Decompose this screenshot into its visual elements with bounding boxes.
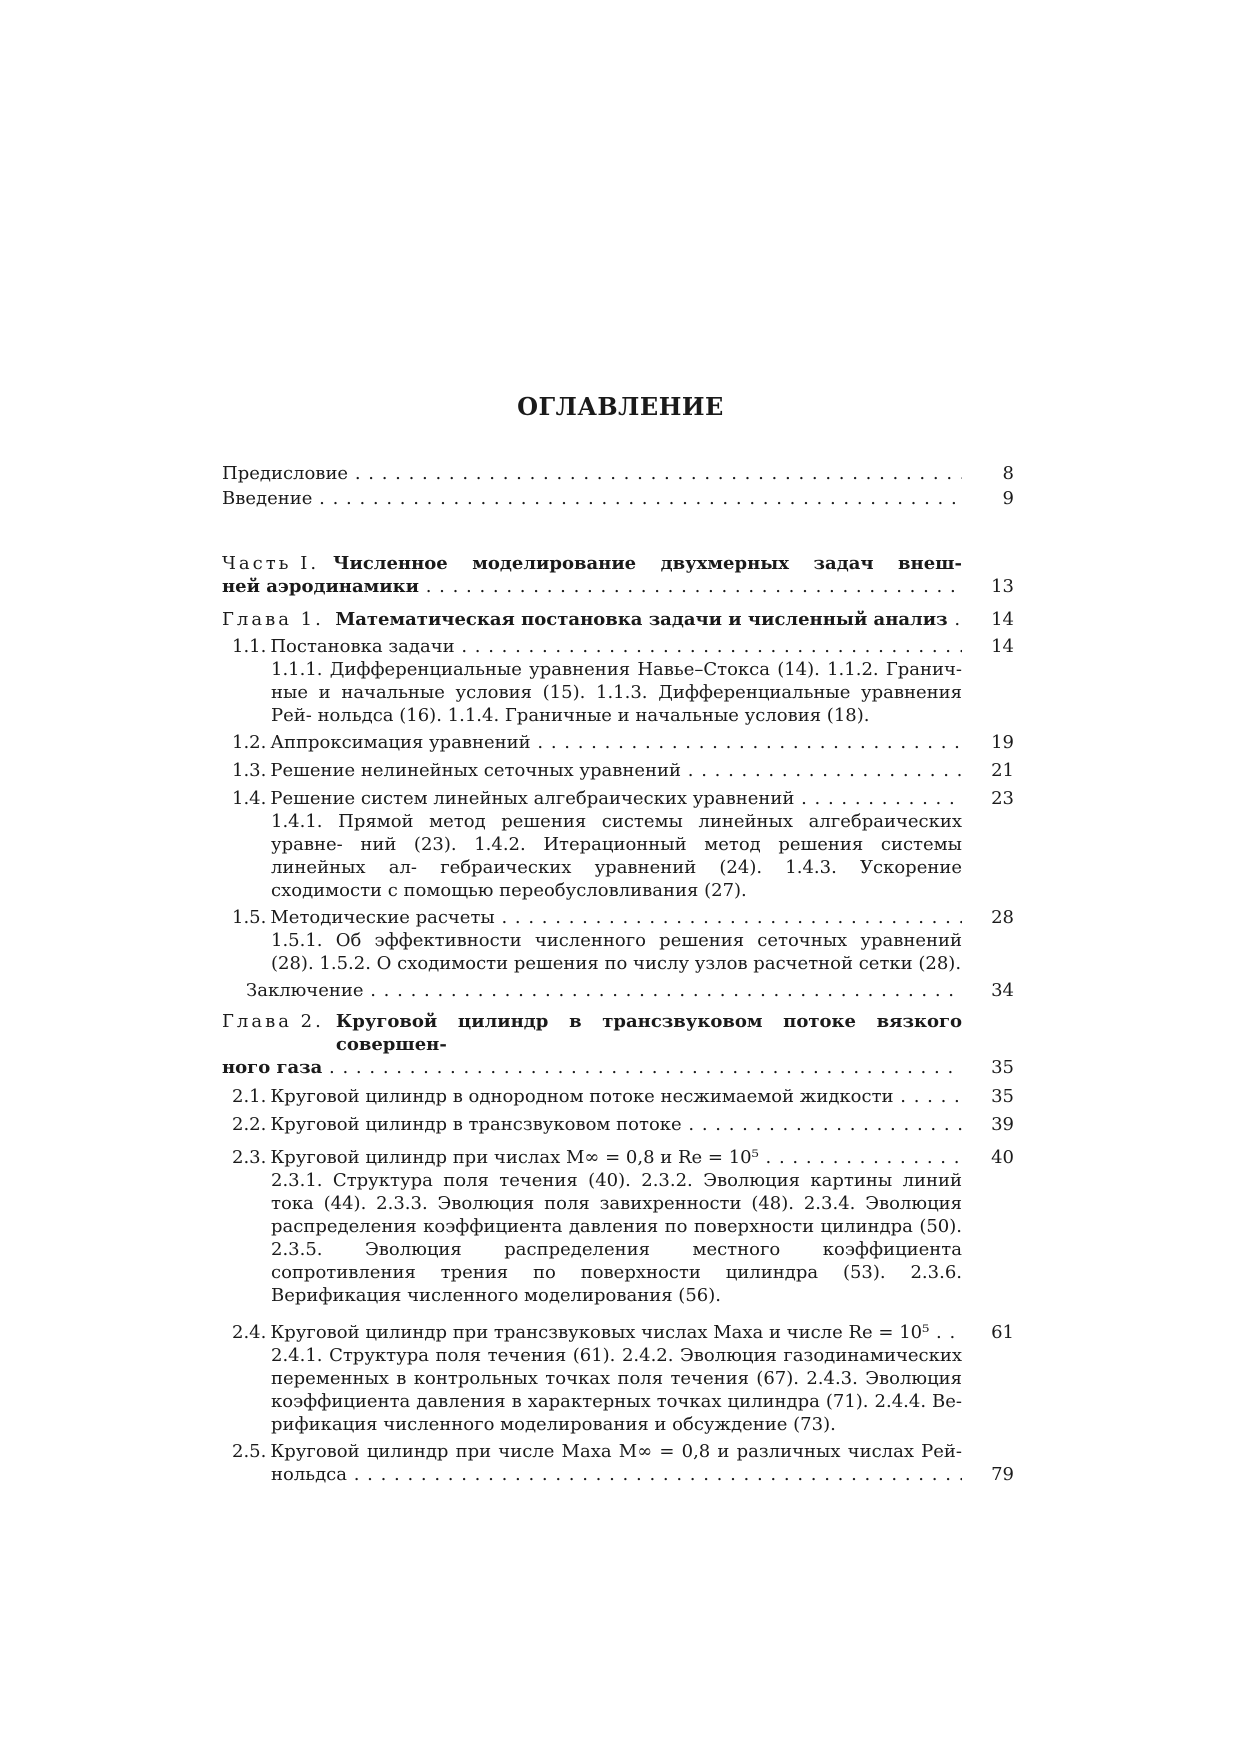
section-label-line1: Круговой цилиндр при числе Маха M∞ = 0,8 и различных числах Рей- (270, 1441, 962, 1462)
toc-page: 14 (991, 609, 1014, 630)
chapter-title: Математическая постановка задачи и численный анализ (335, 609, 948, 630)
toc-entry-preface[interactable] (222, 460, 1014, 485)
toc-page: 35 (991, 1086, 1014, 1107)
toc-section-2-4[interactable] (222, 1321, 1014, 1436)
section-label: Аппроксимация уравнений . . . (270, 731, 962, 754)
section-label: Круговой цилиндр в однородном потоке несжимаемой жидкости . . . (270, 1085, 962, 1108)
section-number: 1.5. (232, 907, 267, 928)
toc-section-1-5[interactable] (222, 906, 1014, 975)
toc-section-1-1[interactable] (222, 635, 1014, 727)
section-number: 2.3. (232, 1147, 267, 1168)
toc-entry-conclusion[interactable] (246, 979, 1014, 1002)
toc-section-2-2[interactable] (232, 1113, 1014, 1136)
section-label: Решение систем линейных алгебраических уравнений . . . (270, 787, 962, 810)
chapter-title-line2: ного газа (222, 1057, 323, 1078)
toc-section-2-5[interactable] (222, 1440, 1014, 1486)
toc-section-1-3[interactable] (232, 759, 1014, 782)
toc-chapter-1[interactable] (222, 608, 1014, 631)
toc-label: Введение . . . (222, 487, 962, 510)
toc-chapter-2[interactable] (222, 1010, 1014, 1079)
toc-section-2-3[interactable] (222, 1146, 1014, 1307)
chapter-title-line1: Круговой цилиндр в трансзвуковом потоке вязкого совершен- (335, 1011, 962, 1055)
table-of-contents (222, 460, 1014, 1486)
section-number: 1.1. (232, 636, 267, 657)
section-label: Круговой цилиндр при числах M∞ = 0,8 и Re = 10⁵ . . . (270, 1146, 962, 1169)
section-label-line2: нольдса . . . (271, 1463, 962, 1486)
toc-page: 21 (991, 760, 1014, 781)
toc-page: 13 (991, 576, 1014, 597)
toc-page: 40 (991, 1147, 1014, 1168)
section-label: Круговой цилиндр при трансзвуковых числах Маха и числе Re = 10⁵ . . . (270, 1321, 962, 1344)
toc-entry-introduction[interactable] (222, 485, 1014, 510)
section-number: 1.4. (232, 788, 267, 809)
part-title-line2: ней аэродинамики (222, 576, 419, 597)
subsection-list: 1.1.1. Дифференциальные уравнения Навье–Стокса (14). 1.1.2. Гранич- ные и начальные условия (15). 1.1.3. Дифференциальные уравнения Рей- нольдса (16). 1.1.4. Граничные и начальные условия (18). (271, 659, 962, 726)
section-label: Постановка задачи . . . (270, 635, 962, 658)
toc-section-1-4[interactable] (222, 787, 1014, 902)
part-prefix: Часть I. (222, 553, 320, 574)
page-title: ОГЛАВЛЕНИЕ (517, 392, 724, 421)
toc-page: 34 (991, 980, 1014, 1001)
toc-page: 14 (991, 636, 1014, 657)
section-number: 2.5. (232, 1441, 267, 1462)
section-number: 1.2. (232, 732, 267, 753)
chapter-prefix: Глава 1. (222, 609, 324, 630)
subsection-list: 1.4.1. Прямой метод решения системы линейных алгебраических уравне- ний (23). 1.4.2. Итерационный метод решения системы линейных ал- гебраических уравнений (24). 1.4.3. Ускорение сходимости с помощью переобусловливания (27). (271, 811, 962, 901)
section-label: Решение нелинейных сеточных уравнений . . . (270, 759, 962, 782)
toc-page: 39 (991, 1114, 1014, 1135)
toc-page: 35 (991, 1057, 1014, 1078)
toc-page: 61 (991, 1322, 1014, 1343)
section-label: Методические расчеты . . . (270, 906, 962, 929)
section-number: 2.1. (232, 1086, 267, 1107)
toc-page: 19 (991, 732, 1014, 753)
toc-label: Предисловие . . . (222, 462, 962, 485)
toc-page: 8 (1002, 463, 1014, 484)
toc-section-2-1[interactable] (232, 1085, 1014, 1108)
chapter-prefix: Глава 2. (222, 1011, 324, 1032)
part-title-line1: Численное моделирование двухмерных задач внеш- (333, 553, 962, 574)
section-number: 2.4. (232, 1322, 267, 1343)
section-label: Заключение . . . (246, 979, 962, 1002)
section-number: 1.3. (232, 760, 267, 781)
toc-page: 28 (991, 907, 1014, 928)
subsection-list: 1.5.1. Об эффективности численного решения сеточных уравнений (28). 1.5.2. О сходимости решения по числу узлов расчетной сетки (28). (271, 930, 962, 974)
toc-page: 23 (991, 788, 1014, 809)
subsection-list: 2.4.1. Структура поля течения (61). 2.4.2. Эволюция газодинамических переменных в контрольных точках поля течения (67). 2.4.3. Эволюция коэффициента давления в характерных точках цилиндра (71). 2.4.4. Ве- рификация численного моделирования и обсуждение (73). (271, 1345, 962, 1435)
section-number: 2.2. (232, 1114, 267, 1135)
toc-section-1-2[interactable] (232, 731, 1014, 754)
toc-page: 79 (991, 1464, 1014, 1485)
toc-part-1[interactable] (222, 552, 1014, 598)
subsection-list: 2.3.1. Структура поля течения (40). 2.3.2. Эволюция картины линий тока (44). 2.3.3. Эволюция поля завихренности (48). 2.3.4. Эволюция распределения коэффициента давления по поверхности цилиндра (50). 2.3.5. Эволюция распределения местного коэффициента сопротивления трения по поверхности цилиндра (53). 2.3.6. Верификация численного моделирования (56). (271, 1170, 962, 1306)
toc-page: 9 (1002, 488, 1014, 509)
section-label: Круговой цилиндр в трансзвуковом потоке . . . (270, 1113, 962, 1136)
